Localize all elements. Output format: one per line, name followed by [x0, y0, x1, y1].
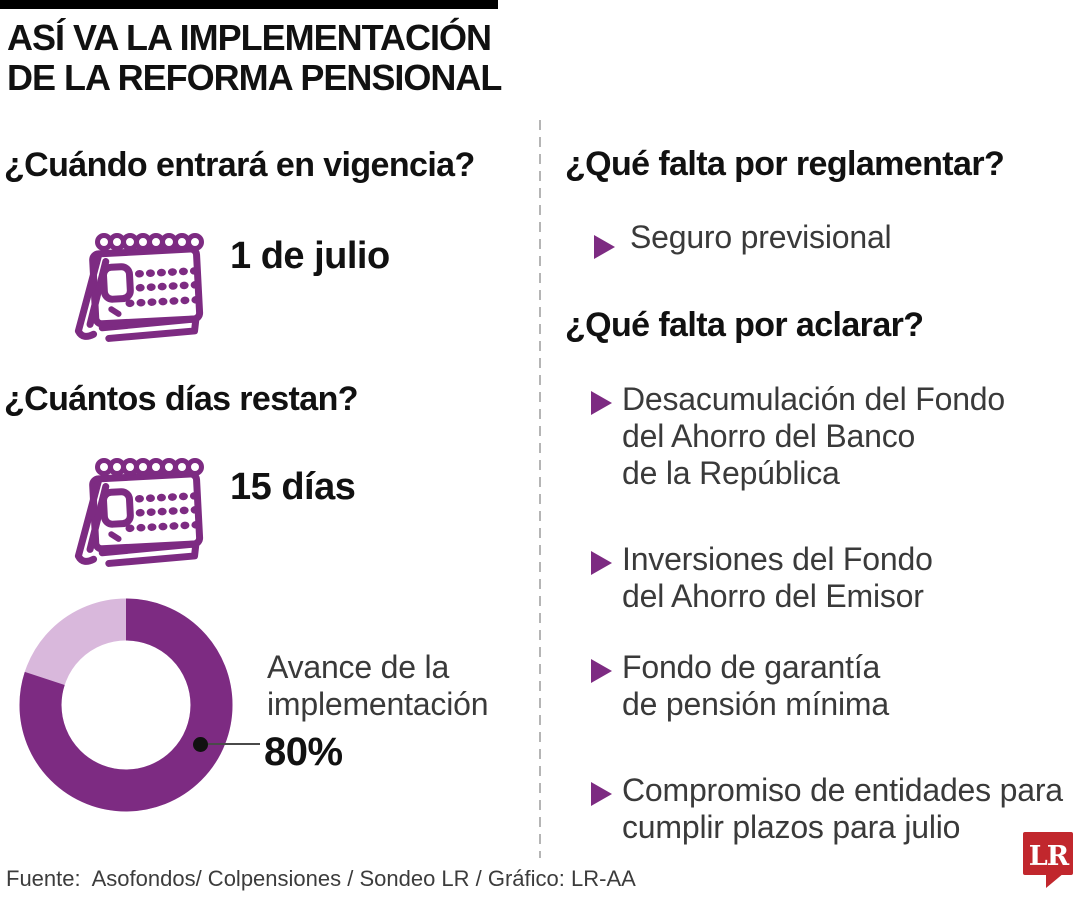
- page-title-line-1: ASÍ VA LA IMPLEMENTACIÓN: [7, 17, 491, 58]
- triangle-bullet-icon: [591, 659, 612, 683]
- list-item-text: del Ahorro del Emisor: [622, 578, 924, 614]
- top-accent-bar: [0, 0, 498, 9]
- triangle-bullet-icon: [591, 551, 612, 575]
- list-item-aclarar-1: [622, 381, 1005, 492]
- donut-chart: [18, 597, 235, 814]
- heading-aclarar: ¿Qué falta por aclarar?: [565, 306, 924, 344]
- chart-marker-dot: [193, 737, 208, 752]
- chart-label: [267, 649, 488, 723]
- column-divider: [539, 120, 541, 858]
- list-item-text: de pensión mínima: [622, 686, 889, 722]
- triangle-bullet-icon: [591, 391, 612, 415]
- triangle-bullet-icon: [594, 235, 615, 259]
- chart-value: 80%: [264, 730, 343, 774]
- value-days-left: 15 días: [230, 466, 356, 508]
- heading-days: ¿Cuántos días restan?: [4, 380, 358, 418]
- list-item-aclarar-2: [622, 541, 933, 615]
- list-item-reglamentar: [630, 219, 891, 256]
- list-item-text: Compromiso de entidades para: [622, 772, 1063, 808]
- list-item-aclarar-3: [622, 649, 889, 723]
- list-item-text: del Ahorro del Banco: [622, 418, 916, 454]
- chart-label-line-1: Avance de la: [267, 649, 450, 685]
- lr-logo: [1022, 832, 1074, 890]
- page-title: [7, 18, 501, 98]
- chart-leader-line: [208, 743, 260, 745]
- heading-reglamentar: ¿Qué falta por reglamentar?: [565, 145, 1005, 183]
- source-line: Fuente: Asofondos/ Colpensiones / Sondeo LR / Gráfico: LR-AA: [6, 866, 636, 891]
- triangle-bullet-icon: [591, 782, 612, 806]
- chart-label-line-2: implementación: [267, 686, 489, 722]
- list-item-text: cumplir plazos para julio: [622, 809, 961, 845]
- page-title-line-2: DE LA REFORMA PENSIONAL: [7, 57, 502, 98]
- list-item-aclarar-4: [622, 772, 1063, 846]
- calendar-icon: [60, 447, 210, 572]
- lr-logo-text: LR: [1028, 841, 1069, 872]
- list-item-text: Fondo de garantía: [622, 649, 881, 685]
- list-item-text: Desacumulación del Fondo: [622, 381, 1005, 417]
- list-item-text: de la República: [622, 455, 840, 491]
- list-item-text: Seguro previsional: [630, 219, 892, 255]
- value-start-date: 1 de julio: [230, 235, 390, 277]
- calendar-icon: [60, 222, 210, 347]
- heading-when: ¿Cuándo entrará en vigencia?: [4, 146, 475, 184]
- list-item-text: Inversiones del Fondo: [622, 541, 933, 577]
